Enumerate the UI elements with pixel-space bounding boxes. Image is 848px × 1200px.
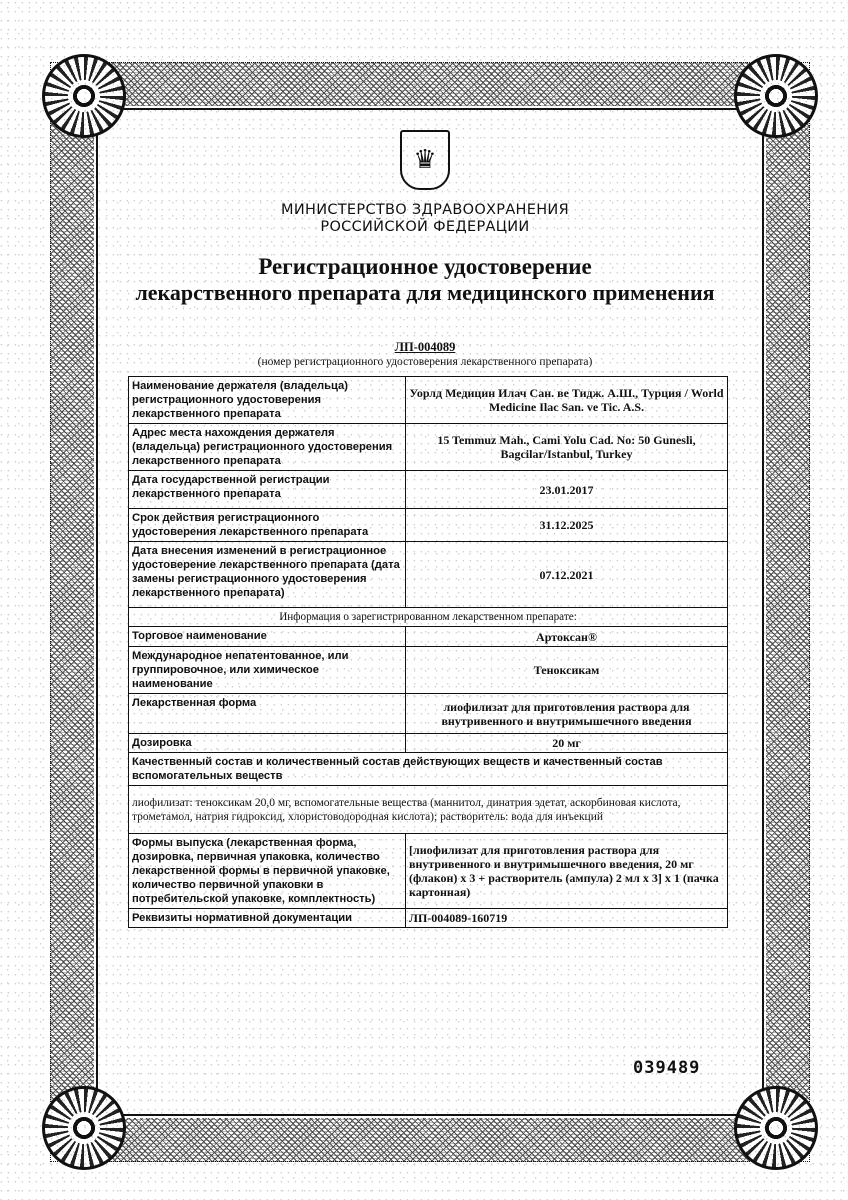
- table-row: [129, 694, 728, 734]
- table-row: [129, 424, 728, 471]
- corner-rosette-icon: [734, 54, 818, 138]
- table-row: [129, 734, 728, 753]
- row-label-dosage-form: Лекарственная форма: [129, 694, 406, 734]
- table-row: [129, 627, 728, 647]
- corner-rosette-icon: [42, 54, 126, 138]
- row-label-trade-name: Торговое наименование: [129, 627, 406, 647]
- row-label-dosage: Дозировка: [129, 734, 406, 753]
- row-value-holder-address: 15 Temmuz Mah., Cami Yolu Cad. No: 50 Gunesli, Bagcilar/Istanbul, Turkey: [406, 424, 728, 471]
- row-label-normative-doc: Реквизиты нормативной документации: [129, 909, 406, 928]
- row-label-validity: Срок действия регистрационного удостоверения лекарственного препарата: [129, 509, 406, 542]
- title-line-2: лекарственного препарата для медицинского применения: [135, 280, 715, 305]
- ministry-line-1: МИНИСТЕРСТВО ЗДРАВООХРАНЕНИЯ: [281, 202, 569, 218]
- row-value-normative-doc: ЛП-004089-160719: [406, 909, 728, 928]
- form-serial-number: 039489: [633, 1058, 701, 1078]
- row-value-release-forms: [лиофилизат для приготовления раствора для внутривенного и внутримышечного введения, 20 мг (флакон) x 3 + растворитель (ампула) 2 мл x 3] x 1 (пачка картонная): [406, 834, 728, 909]
- row-value-amendment-date: 07.12.2021: [406, 542, 728, 608]
- title-line-1: Регистрационное удостоверение: [258, 254, 592, 279]
- certificate-table: [128, 376, 728, 928]
- row-label-registration-date: Дата государственной регистрации лекарственного препарата: [129, 471, 406, 509]
- composition-text: лиофилизат: теноксикам 20,0 мг, вспомогательные вещества (маннитол, динатрия эдетат, аскорбиновая кислота, трометамол, натрия гидроксид, хлористоводородная кислота); растворитель: вода для инъекций: [129, 786, 728, 834]
- row-value-validity: 31.12.2025: [406, 509, 728, 542]
- table-row: [129, 542, 728, 608]
- document-title: [120, 254, 730, 306]
- table-row: [129, 509, 728, 542]
- row-label-release-forms: Формы выпуска (лекарственная форма, дозировка, первичная упаковка, количество лекарственной формы в первичной упаковке, количество первичной упаковки в потребительской упаковке, комплектность): [129, 834, 406, 909]
- table-row: [129, 608, 728, 627]
- certificate-content: [120, 130, 730, 928]
- table-row: [129, 377, 728, 424]
- ministry-line-2: РОССИЙСКОЙ ФЕДЕРАЦИИ: [320, 219, 530, 235]
- coat-of-arms-icon: ♛: [400, 130, 450, 190]
- table-row: [129, 753, 728, 786]
- row-value-inn: Теноксикам: [406, 647, 728, 694]
- corner-rosette-icon: [42, 1086, 126, 1170]
- table-row: [129, 786, 728, 834]
- section-heading-product-info: Информация о зарегистрированном лекарственном препарате:: [129, 608, 728, 627]
- corner-rosette-icon: [734, 1086, 818, 1170]
- registration-number: ЛП-004089: [394, 340, 456, 354]
- row-value-dosage-form: лиофилизат для приготовления раствора для внутривенного и внутримышечного введения: [406, 694, 728, 734]
- row-label-inn: Международное непатентованное, или группировочное, или химическое наименование: [129, 647, 406, 694]
- row-value-trade-name: Артоксан®: [406, 627, 728, 647]
- row-label-holder-name: Наименование держателя (владельца) регистрационного удостоверения лекарственного препарата: [129, 377, 406, 424]
- row-value-holder-name: Уорлд Медицин Илач Сан. ве Тидж. А.Ш., Турция / World Medicine Ilac San. ve Tic. A.S.: [406, 377, 728, 424]
- table-row: [129, 909, 728, 928]
- ministry-name: [120, 202, 730, 236]
- table-row: [129, 471, 728, 509]
- row-label-holder-address: Адрес места нахождения держателя (владельца) регистрационного удостоверения лекарственного препарата: [129, 424, 406, 471]
- row-value-dosage: 20 мг: [406, 734, 728, 753]
- row-value-registration-date: 23.01.2017: [406, 471, 728, 509]
- composition-heading: Качественный состав и количественный состав действующих веществ и качественный состав вспомогательных веществ: [129, 753, 728, 786]
- registration-number-caption: (номер регистрационного удостоверения лекарственного препарата): [257, 356, 593, 368]
- table-row: [129, 647, 728, 694]
- row-label-amendment-date: Дата внесения изменений в регистрационное удостоверение лекарственного препарата (дата замены регистрационного удостоверения лекарственного препарата): [129, 542, 406, 608]
- table-row: [129, 834, 728, 909]
